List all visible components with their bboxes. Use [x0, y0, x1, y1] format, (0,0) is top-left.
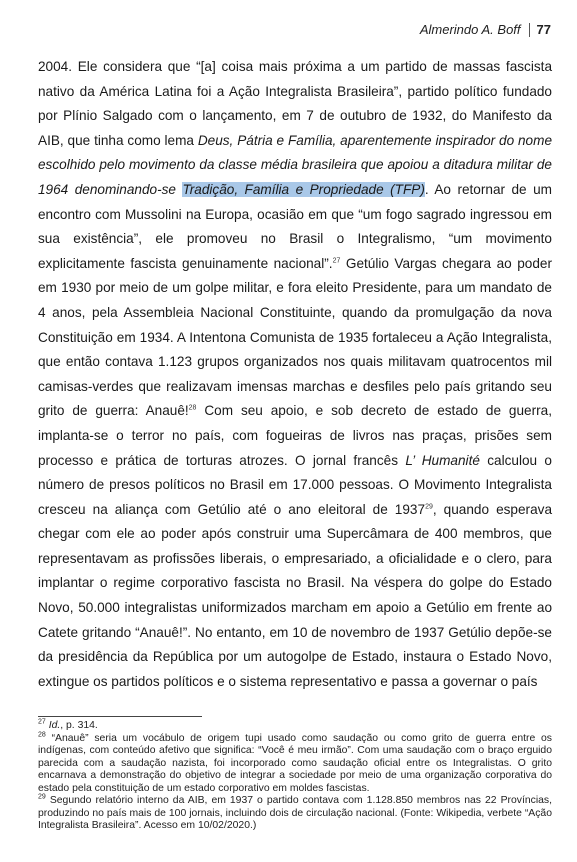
footnote-ibid: Id.: [48, 720, 61, 731]
footnote-text: Segundo relatório interno da AIB, em 1937 o partido contava com 1.128.850 membros nas 22 Províncias, produzindo no país mais de 100 jornais, incluindo dois de circulação nacional. (Fonte: Wikipedia, verbete “Ação Integralista Brasileira”. Acesso em 10/02/2020.): [38, 795, 552, 831]
text-run: Getúlio Vargas chegara ao poder em 1930 por meio de um golpe militar, e fora eleito Presidente, para um mandato de 4 anos, pela Assembleia Nacional Constituinte, quando da promulgação da nova Constituição em 1934. A Intentona Comunista de 1935 fortaleceu a Ação Integralista, que então contava 1.123 grupos organizados nos quais militavam quatrocentos mil camisas-verdes que realizavam imensas marchas e desfiles pelo país gritando seu grito de guerra: Anauê!: [38, 255, 552, 419]
footnote-27: [38, 720, 552, 733]
author-name: Almerindo A. Boff: [419, 22, 521, 37]
body-text: [38, 55, 552, 694]
text-run: Com seu apoio, e sob decreto de estado de guerra, implanta-se o terror no país, com fogueiras de livros nas praças, prisões sem processo e prática de torturas atrozes. O jornal francês: [38, 403, 552, 468]
text-run: . Ao retornar de um encontro com Mussolini na Europa, ocasião em que “um fogo sagrado ingressou em sua existência”, ele promoveu no Brasil o Integralismo, “um movimento explicitamente fascista genuinamente nacional”.: [38, 181, 552, 271]
italic-text-run: L’ Humanité: [405, 452, 480, 468]
highlighted-selection[interactable]: Tradição, Família e Propriedade (TFP): [182, 181, 425, 197]
footnote-divider: [38, 716, 202, 717]
paragraph: [38, 55, 552, 694]
text-run: , quando esperava chegar com ele ao poder após construir uma Supercâmara de 400 membros, que representavam as profissões liberais, o empresariado, a oficialidade e o clero, para implantar o regime corporativo fascista no Brasil. Na véspera do golpe do Estado Novo, 50.000 integralistas uniformizados marcham em apoio a Getúlio em frente ao Catete gritando “Anauê!”. No entanto, em 10 de novembro de 1937 Getúlio depõe-se da presidência da República por um autogolpe de Estado, instaura o Estado Novo, extingue os partidos políticos e o sistema representativo e passa a governar o país: [38, 501, 552, 689]
footnote-ref-27[interactable]: 27: [332, 257, 341, 265]
header-divider: [529, 23, 530, 37]
footnote-text: , p. 314.: [60, 720, 98, 731]
footnote-number: 28: [38, 731, 46, 739]
text-run: 2004. Ele considera que “[a] coisa mais próxima a um partido de massas fascista nativo da América Latina foi a Ação Integralista Brasileira”, partido político fundado por Plínio Salgado com o lançamento, em 7 de outubro de 1932, do Manifesto da AIB, que tinha como lema: [38, 59, 552, 148]
footnote-28: [38, 733, 552, 796]
footnote-text: “Anauê” seria um vocábulo de origem tupi usado como saudação ou como grito de guerra entre os indígenas, com conteúdo afetivo que significa: “Você é meu irmão”. Com uma saudação com o braço erguido parecida com a saudação nazista, foi incorporado como saudação oficial entre os Integralistas. O grito encarnava a demonstração do objetivo de integrar a sociedade por meio de uma organização corporativa do estado pela constituição de um estado corporativo em moldes fascistas.: [38, 732, 552, 794]
footnote-number: 29: [38, 793, 46, 801]
page-number: 77: [536, 22, 551, 37]
footnote-ref-28[interactable]: 28: [188, 404, 197, 412]
footnote-number: 27: [38, 718, 46, 726]
running-header: [420, 22, 551, 37]
footnote-ref-29[interactable]: 29: [425, 503, 433, 511]
footnotes: [38, 720, 552, 833]
italic-text-run: Deus, Pátria e Família, aparentemente inspirador do nome escolhido pelo movimento da classe média brasileira que apoiou a ditadura militar de 1964 denominando-se: [38, 132, 552, 197]
footnote-29: [38, 795, 552, 833]
text-run: calculou o número de presos políticos no Brasil em 17.000 pessoas. O Movimento Integralista cresceu na aliança com Getúlio até o ano eleitoral de 1937: [38, 452, 552, 517]
